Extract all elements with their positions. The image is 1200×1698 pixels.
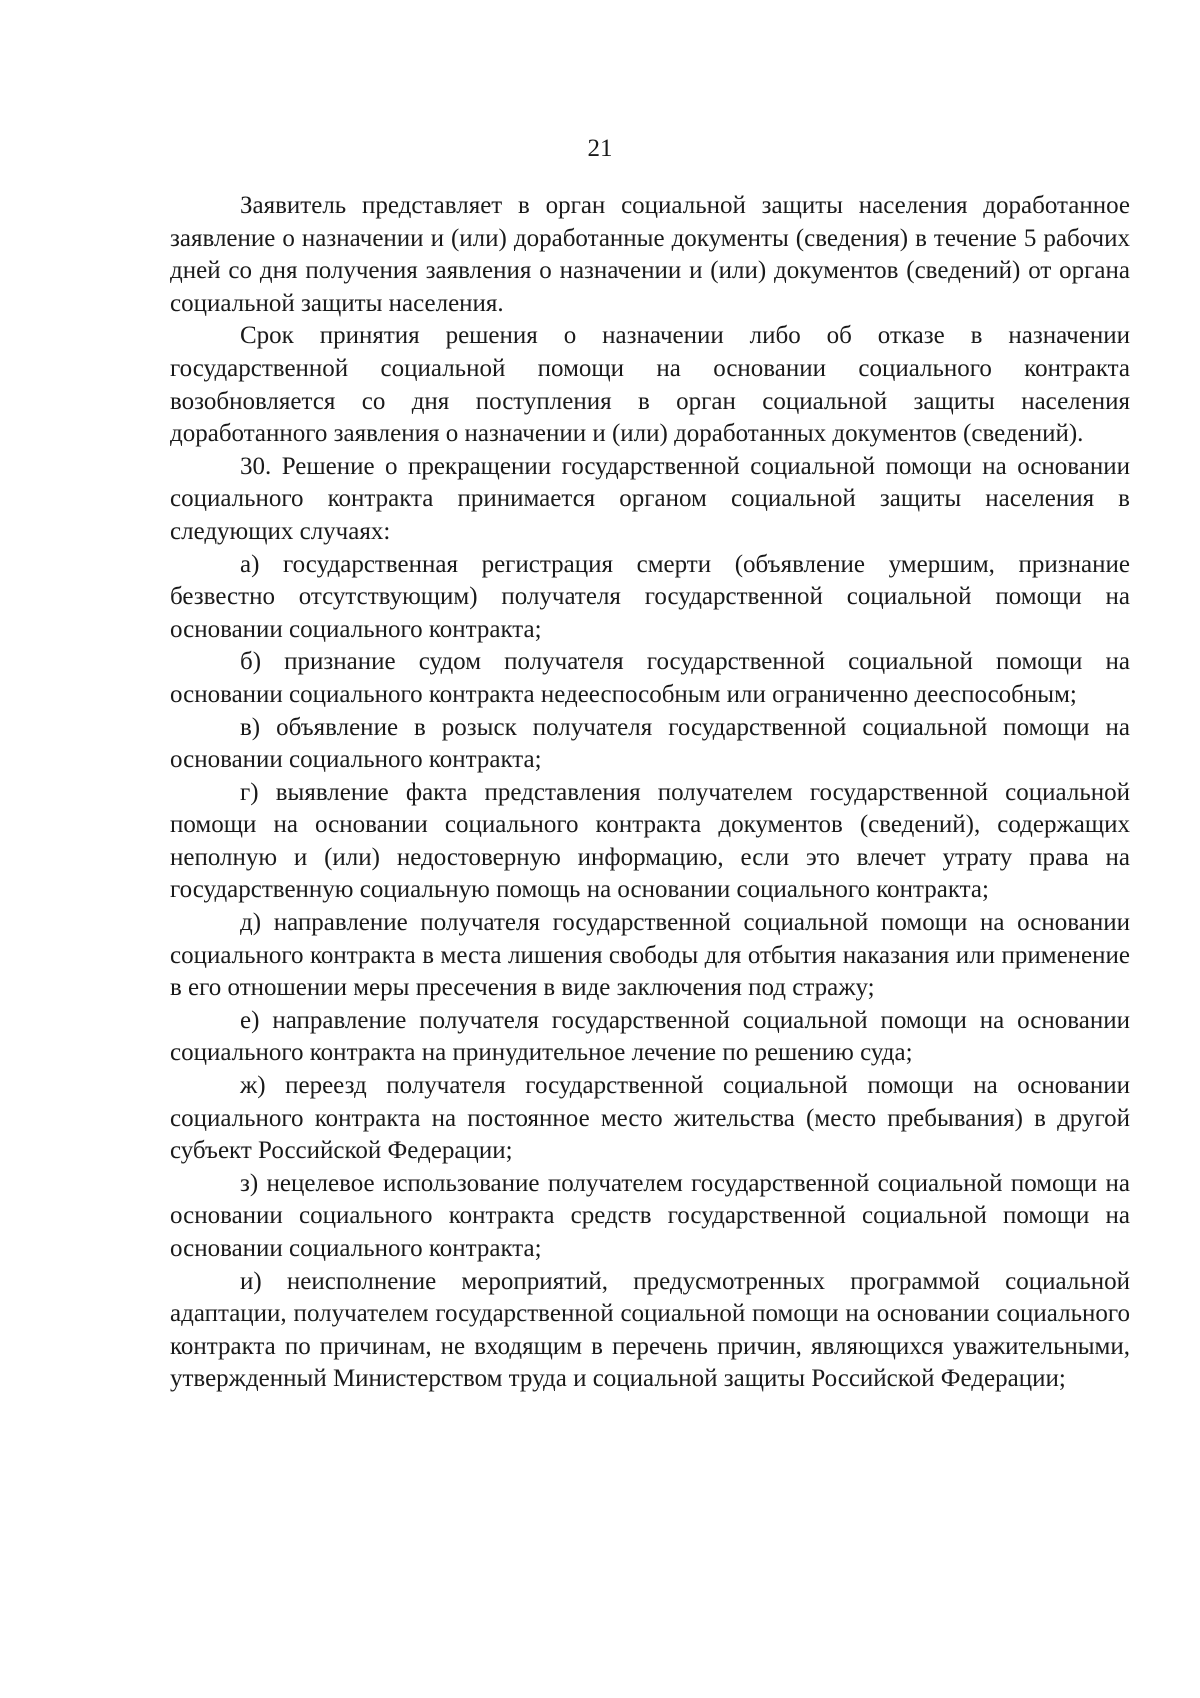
subitem-v: в) объявление в розыск получателя государственной социальной помощи на основании социального контракта; (170, 713, 1130, 774)
page-number: 21 (587, 135, 613, 162)
subitem-g: г) выявление факта представления получателем государственной социальной помощи на основании социального контракта документов (сведений), содержащих неполную и (или) недостоверную информацию, если это влечет утрату права на государственную социальную помощь на основании социального контракта; (170, 778, 1130, 904)
paragraph-decision-term: Срок принятия решения о назначении либо об отказе в назначении государственной социальной помощи на основании социального контракта возобновляется со дня поступления в орган социальной защиты населения доработанного заявления о назначении и (или) доработанных документов (сведений). (170, 322, 1130, 448)
paragraph-resubmission: Заявитель представляет в орган социальной защиты населения доработанное заявление о назначении и (или) доработанные документы (сведения) в течение 5 рабочих дней со дня получения заявления о назначении и (или) документов (сведений) от органа социальной защиты населения. (170, 192, 1130, 317)
paragraph-item-30: 30. Решение о прекращении государственной социальной помощи на основании социального контракта принимается органом социальной защиты населения в следующих случаях: (170, 452, 1130, 545)
subitem-e: е) направление получателя государственной социальной помощи на основании социального контракта на принудительное лечение по решению суда; (170, 1006, 1130, 1067)
subitem-b: б) признание судом получателя государственной социальной помощи на основании социального контракта недееспособным или ограниченно дееспособным; (170, 648, 1130, 708)
document-body (170, 190, 1130, 1396)
subitem-z: з) нецелевое использование получателем государственной социальной помощи на основании социального контракта средств государственной социальной помощи на основании социального контракта; (170, 1169, 1130, 1262)
subitem-i: и) неисполнение мероприятий, предусмотренных программой социальной адаптации, получателем государственной социальной помощи на основании социального контракта по причинам, не входящим в перечень причин, являющихся уважительными, утвержденный Министерством труда и социальной защиты Российской Федерации; (170, 1267, 1130, 1393)
subitem-a: а) государственная регистрация смерти (объявление умершим, признание безвестно отсутствующим) получателя государственной социальной помощи на основании социального контракта; (170, 550, 1130, 643)
subitem-zh: ж) переезд получателя государственной социальной помощи на основании социального контракта на постоянное место жительства (место пребывания) в другой субъект Российской Федерации; (170, 1072, 1130, 1165)
subitem-d: д) направление получателя государственной социальной помощи на основании социального контракта в места лишения свободы для отбытия наказания или применение в его отношении меры пресечения в виде заключения под стражу; (170, 909, 1130, 1002)
